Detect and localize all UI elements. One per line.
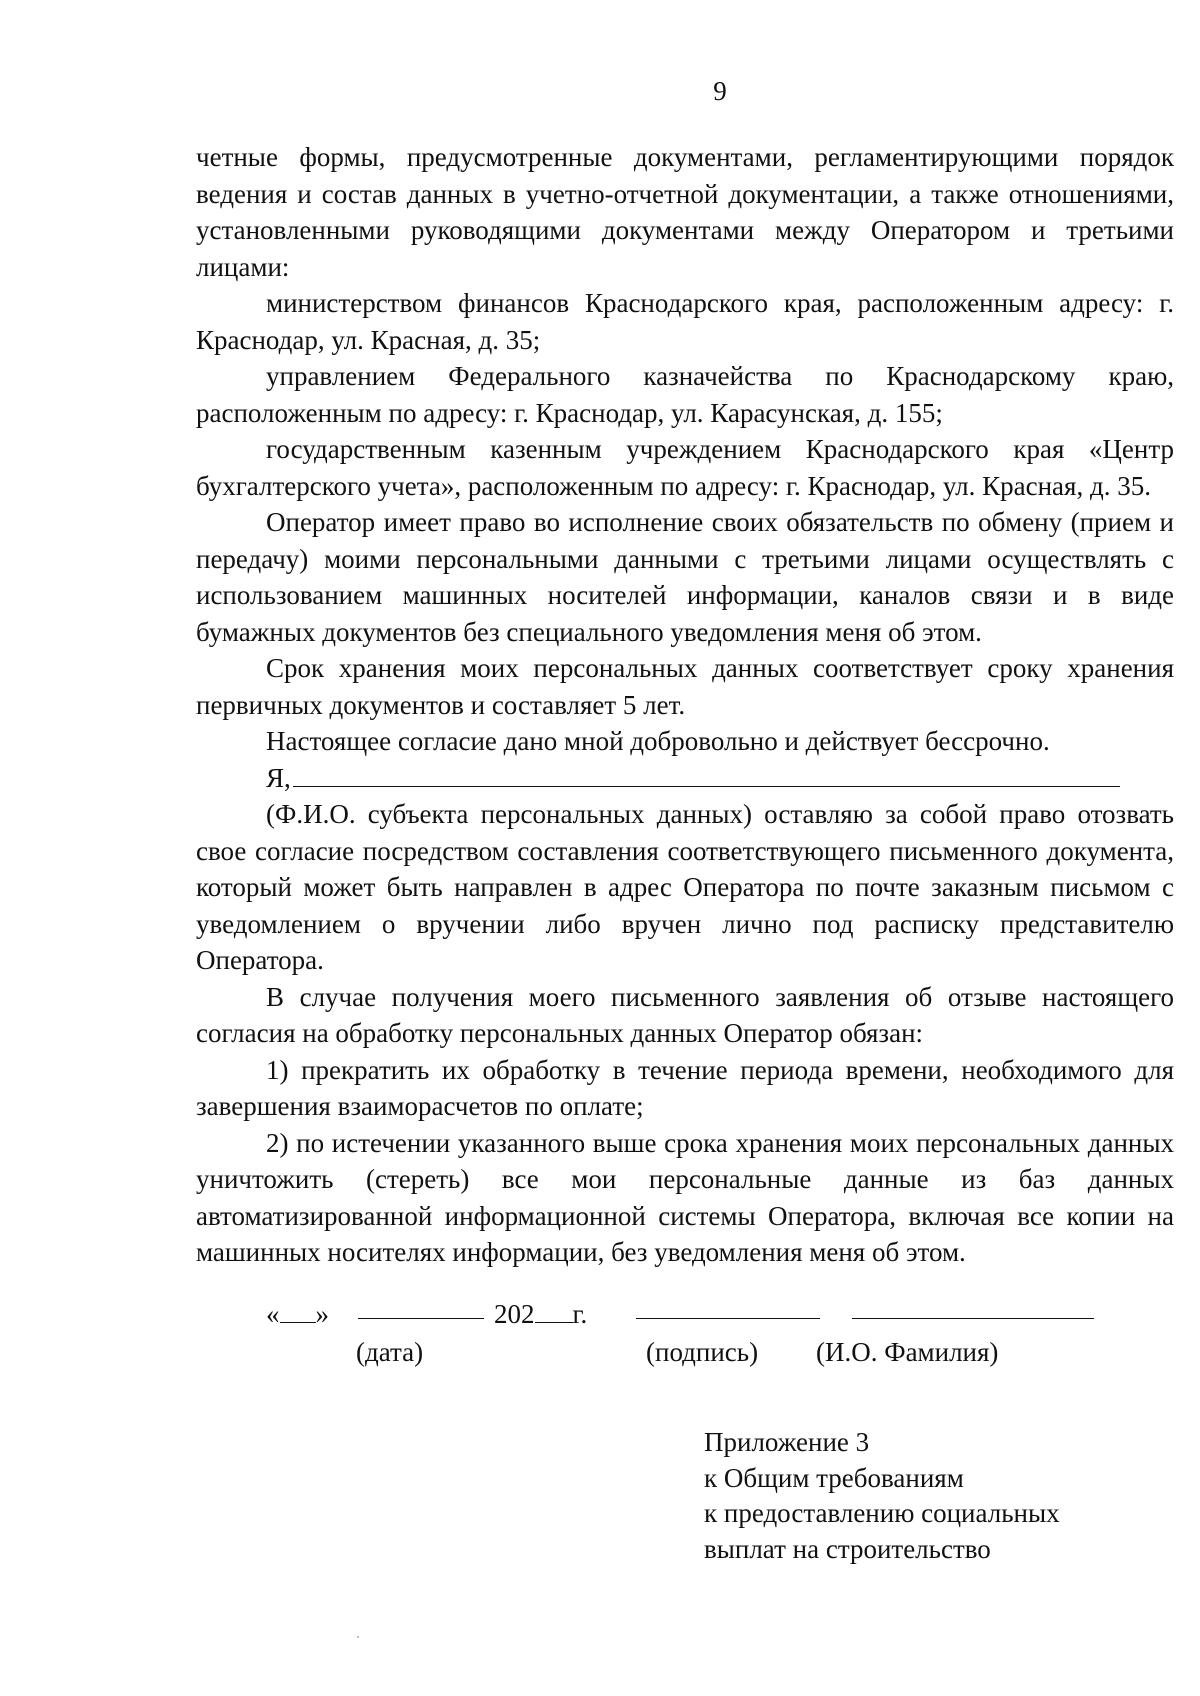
subject-name-line	[196, 760, 1174, 797]
paragraph-accounting-center: государственным казенным учреждением Краснодарского края «Центр бухгалтерского учета», расположенным по адресу: г. Краснодар, ул. Красная, д. 35.	[196, 434, 1174, 501]
subject-name-blank	[293, 762, 1120, 787]
paragraph-withdrawal-right: (Ф.И.О. субъекта персональных данных) оставляю за собой право отозвать свое согласие посредством составления соответствующего письменного документа, который может быть направлен в адрес Оператора по почте заказным письмом с уведомлением о вручении либо вручен лично под расписку представителю Оператора.	[196, 799, 1174, 975]
open-quote: «	[266, 1299, 280, 1329]
paragraph-ministry-finance: министерством финансов Краснодарского края, расположенным адресу: г. Краснодар, ул. Красная, д. 35;	[196, 288, 1174, 355]
appendix-line: выплат на строительство	[704, 1533, 991, 1564]
signature-blank	[636, 1296, 820, 1319]
paragraph-operator-rights: Оператор имеет право во исполнение своих обязательств по обмену (прием и передачу) моими персональными данными с третьими лицами осуществлять с использованием машинных носителей информации, каналов связи и в виде бумажных документов без специального уведомления меня об этом.	[196, 507, 1174, 647]
paragraph-item-2: 2) по истечении указанного выше срока хранения моих персональных данных уничтожить (стереть) все мои персональные данные из баз данных автоматизированной информационной системы Оператора, включая все копии на машинных носителях информации, без уведомления меня об этом.	[196, 1127, 1174, 1267]
day-blank	[280, 1300, 316, 1323]
scan-artifact	[357, 1636, 359, 1638]
year-blank	[535, 1300, 573, 1323]
year-suffix: г.	[572, 1299, 588, 1329]
signature-caption: (подпись)	[646, 1337, 759, 1367]
page-number: 9	[713, 76, 727, 106]
appendix-heading	[704, 1425, 1060, 1567]
paragraph-treasury: управлением Федерального казначейства по Краснодарскому краю, расположенным по адресу: г. Краснодар, ул. Карасунская, д. 155;	[196, 361, 1174, 428]
close-quote: »	[315, 1299, 329, 1329]
name-caption: (И.О. Фамилия)	[816, 1337, 999, 1367]
year-prefix: 202	[494, 1299, 535, 1329]
paragraph-continuation: четные формы, предусмотренные документами, регламентирующими порядок ведения и состав данных в учетно-отчетной документации, а также отношениями, установленными руководящими документами между Оператором и третьими лицами:	[196, 142, 1174, 282]
paragraph-item-1: 1) прекратить их обработку в течение периода времени, необходимого для завершения взаиморасчетов по оплате;	[196, 1054, 1174, 1121]
year-field	[494, 1296, 587, 1332]
date-day-field	[266, 1296, 329, 1332]
appendix-line: к предоставлению социальных	[704, 1498, 1060, 1528]
appendix-line: Приложение 3	[704, 1427, 870, 1457]
name-blank	[852, 1296, 1094, 1319]
paragraph-withdrawal-obligation: В случае получения моего письменного заявления об отзыве настоящего согласия на обработку персональных данных Оператор обязан:	[196, 981, 1174, 1048]
month-blank	[358, 1296, 484, 1319]
subject-name-prefix: Я,	[266, 762, 291, 793]
appendix-line: к Общим требованиям	[704, 1462, 964, 1493]
consent-text	[196, 139, 1174, 1271]
paragraph-voluntary-consent: Настоящее согласие дано мной добровольно и действует бессрочно.	[266, 726, 1050, 756]
date-caption: (дата)	[356, 1337, 424, 1367]
paragraph-storage-period: Срок хранения моих персональных данных соответствует сроку хранения первичных документов и составляет 5 лет.	[196, 653, 1174, 720]
